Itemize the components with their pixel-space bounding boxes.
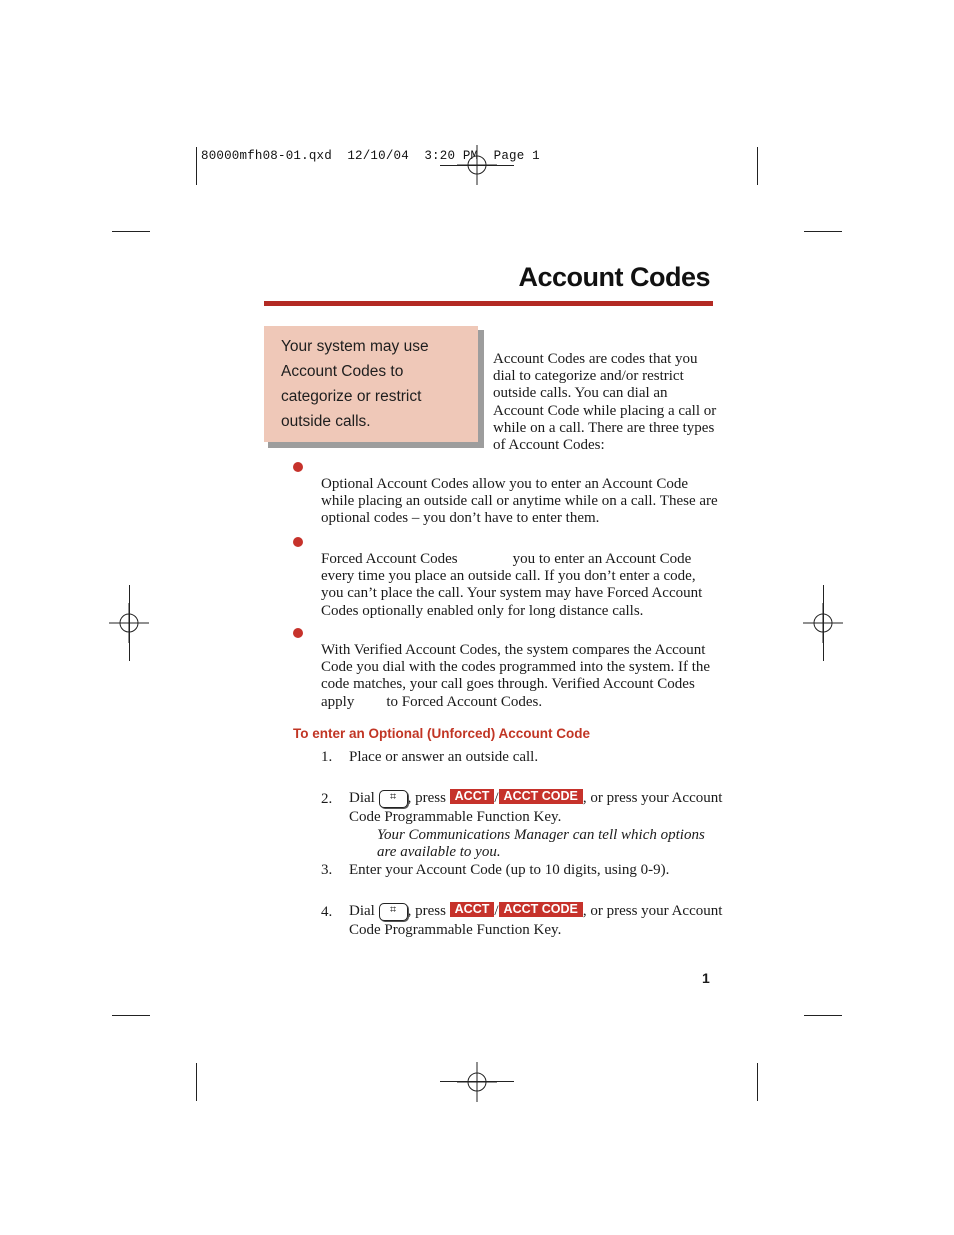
registration-line xyxy=(440,1081,514,1082)
press-label: , press xyxy=(407,903,446,919)
crop-mark xyxy=(757,1063,758,1101)
dial-label: Dial xyxy=(349,790,375,806)
bullet-verified-text-a: With Verified Account Codes, the system compares the Account Code you dial with the codes programmed into the system. If the code matches, your call goes through. Verified Account Codes apply xyxy=(321,642,711,710)
crop-mark xyxy=(196,1063,197,1101)
bullet-dot-icon xyxy=(293,462,303,472)
slash-separator: / xyxy=(494,903,499,919)
registration-mark-icon xyxy=(457,1062,497,1102)
page-number: 1 xyxy=(702,970,710,986)
print-slug: 80000mfh08-01.qxd 12/10/04 3:20 PM Page 1 xyxy=(201,149,540,163)
registration-line xyxy=(440,165,514,166)
step-3-text: Enter your Account Code (up to 10 digits, using 0-9). xyxy=(349,862,670,878)
page-title: Account Codes xyxy=(518,262,710,292)
hash-key-icon: ⌗ xyxy=(379,903,408,921)
bullet-forced-text xyxy=(321,551,721,620)
callout-box: Your system may use Account Codes to categorize or restrict outside calls. xyxy=(264,326,478,442)
step-2-note xyxy=(377,827,717,860)
acct-key: ACCT xyxy=(450,789,495,804)
note-text: Your Communications Manager can tell which options are available to you. xyxy=(377,827,705,860)
acct-key: ACCT xyxy=(450,902,495,917)
crop-mark xyxy=(112,1015,150,1016)
bullet-optional-text: Optional Account Codes allow you to enter an Account Code while placing an outside call or anytime while on a call. These are optional codes – you don’t have to enter them. xyxy=(321,476,718,527)
intro-paragraph: Account Codes are codes that you dial to categorize and/or restrict outside calls. You can dial an Account Code while placing a call or while on a call. There are three types of Account Codes: xyxy=(493,351,717,454)
crop-mark xyxy=(757,147,758,185)
step-number: 1. xyxy=(321,749,333,765)
step-4-text xyxy=(349,902,729,940)
crop-mark xyxy=(196,147,197,185)
bullet-dot-icon xyxy=(293,628,303,638)
step-2-tail: , or press your Account Code Programmable Function Key. xyxy=(349,790,723,825)
step-4-tail: , or press your Account Code Programmable Function Key. xyxy=(349,903,723,938)
crop-mark xyxy=(804,231,842,232)
step-1-text: Place or answer an outside call. xyxy=(349,749,539,765)
bullet-forced-text-b: you to enter an Account Code every time you place an outside call. If you don’t enter a code, you can’t place the call. Your system may have Forced Account Codes optionally enabled only for long distance calls. xyxy=(321,551,703,619)
press-label: , press xyxy=(407,790,446,806)
step-number: 3. xyxy=(321,862,333,878)
bullet-verified-text-b: to Forced Account Codes. xyxy=(386,693,543,710)
crop-mark xyxy=(804,1015,842,1016)
step-number: 2. xyxy=(321,791,333,807)
acct-code-key: ACCT CODE xyxy=(499,902,583,917)
hash-key-icon: ⌗ xyxy=(379,790,408,808)
step-number: 4. xyxy=(321,904,333,920)
section-subheading: To enter an Optional (Unforced) Account Code xyxy=(293,726,590,741)
registration-line xyxy=(823,585,824,661)
step-2-text xyxy=(349,789,729,827)
title-rule xyxy=(264,301,713,306)
slash-separator: / xyxy=(494,790,499,806)
registration-line xyxy=(129,585,130,661)
acct-code-key: ACCT CODE xyxy=(499,789,583,804)
bullet-forced-text-a: Forced Account Codes xyxy=(321,551,458,567)
crop-mark xyxy=(112,231,150,232)
dial-label: Dial xyxy=(349,903,375,919)
bullet-verified-text xyxy=(321,642,721,711)
bullet-dot-icon xyxy=(293,537,303,547)
